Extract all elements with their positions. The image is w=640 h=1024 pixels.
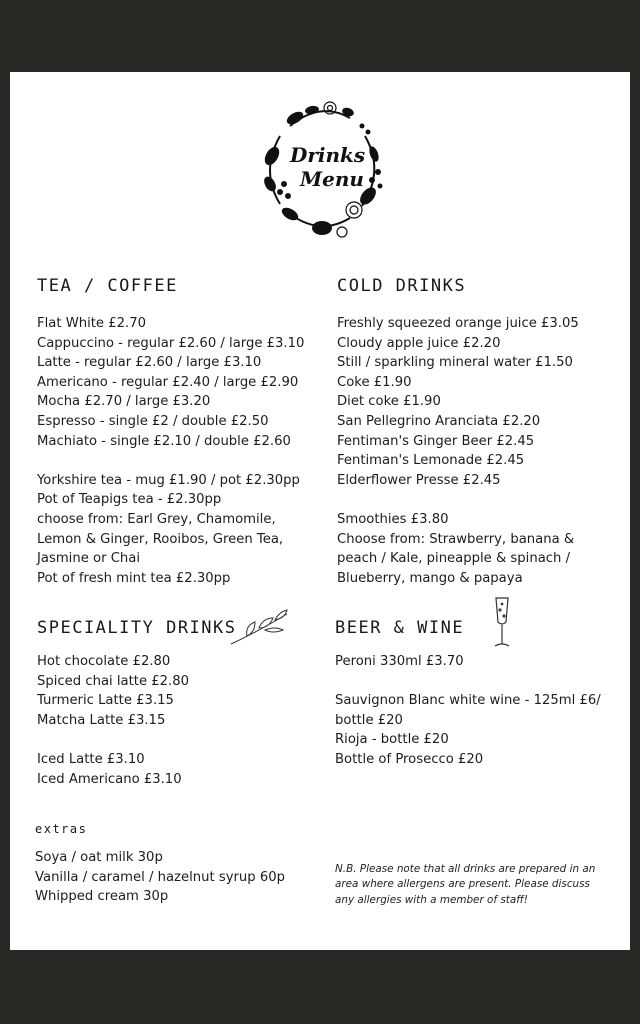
- list-item: Fentiman's Ginger Beer £2.45: [337, 433, 535, 449]
- tea-coffee-section: [37, 276, 327, 588]
- list-item: Diet coke £1.90: [337, 394, 441, 410]
- list-item: San Pellegrino Aranciata £2.20: [337, 413, 541, 429]
- list-item: Fentiman's Lemonade £2.45: [337, 453, 525, 469]
- tea-coffee-heading: TEA / COFFEE: [37, 276, 178, 296]
- list-item: Sauvignon Blanc white wine - 125ml £6/ bottle £20: [335, 693, 601, 728]
- logo-drinks-text: Drinks: [290, 143, 366, 167]
- beer-wine-section: [335, 618, 615, 770]
- allergen-note-text: N.B. Please note that all drinks are prepared in an area where allergens are present. Please discuss any allergies with a member of staff!: [335, 863, 596, 906]
- list-item: Rioja - bottle £20: [335, 732, 449, 748]
- allergen-note: [335, 862, 611, 908]
- list-item: Espresso - single £2 / double £2.50: [37, 413, 269, 429]
- list-item: Freshly squeezed orange juice £3.05: [337, 316, 579, 331]
- list-item: Cloudy apple juice £2.20: [337, 335, 501, 351]
- list-item: Soya / oat milk 30p: [35, 850, 163, 865]
- cold-drinks-section: [337, 276, 617, 588]
- list-item: Flat White £2.70: [37, 316, 146, 331]
- list-item: Bottle of Prosecco £20: [335, 751, 484, 767]
- menu-page: [10, 72, 630, 950]
- list-item: Coke £1.90: [337, 374, 412, 390]
- list-item: Hot chocolate £2.80: [37, 654, 171, 669]
- list-item: Smoothies £3.80: [337, 511, 449, 527]
- list-item: Iced Latte £3.10: [37, 751, 145, 767]
- list-item: Machiato - single £2.10 / double £2.60: [37, 433, 291, 449]
- list-item: Iced Americano £3.10: [37, 771, 182, 787]
- list-item: Turmeric Latte £3.15: [37, 693, 174, 709]
- list-item: Peroni 330ml £3.70: [335, 654, 464, 669]
- list-item: Spiced chai latte £2.80: [37, 673, 190, 689]
- speciality-section: [37, 618, 327, 789]
- logo-menu-text: Menu: [300, 167, 364, 191]
- list-item: Americano - regular £2.40 / large £2.90: [37, 374, 299, 390]
- list-item: Whipped cream 30p: [35, 889, 169, 905]
- list-item: Latte - regular £2.60 / large £3.10: [37, 355, 262, 371]
- list-item: Pot of fresh mint tea £2.30pp: [37, 570, 231, 586]
- list-item: Pot of Teapigs tea - £2.30pp: [37, 492, 222, 508]
- tea-choices: choose from: Earl Grey, Chamomile, Lemon & Ginger, Rooibos, Green Tea, Jasmine or Chai: [37, 511, 284, 567]
- list-item: Elderflower Presse £2.45: [337, 472, 501, 488]
- extras-section: [35, 822, 325, 907]
- champagne-glass-icon: [490, 596, 514, 650]
- list-item: Mocha £2.70 / large £3.20: [37, 394, 211, 410]
- list-item: Cappuccino - regular £2.60 / large £3.10: [37, 335, 305, 351]
- cold-drinks-heading: COLD DRINKS: [337, 276, 467, 296]
- list-item: Matcha Latte £3.15: [37, 712, 166, 728]
- smoothie-choices: Choose from: Strawberry, banana & peach / Kale, pineapple & spinach / Blueberry, mango & papaya: [337, 531, 575, 586]
- drinks-menu-logo: [250, 96, 390, 242]
- list-item: Yorkshire tea - mug £1.90 / pot £2.30pp: [37, 472, 300, 488]
- extras-heading: extras: [35, 822, 88, 836]
- beer-wine-heading: BEER & WINE: [335, 618, 465, 638]
- floral-wreath-icon: [250, 96, 390, 242]
- speciality-heading: SPECIALITY DRINKS: [37, 618, 237, 638]
- list-item: Still / sparkling mineral water £1.50: [337, 355, 573, 371]
- list-item: Vanilla / caramel / hazelnut syrup 60p: [35, 869, 286, 885]
